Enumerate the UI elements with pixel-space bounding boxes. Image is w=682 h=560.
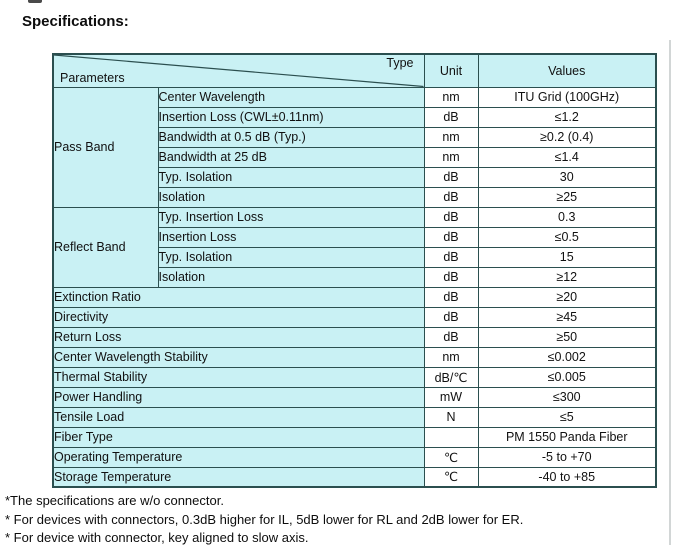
row-group-label: Reflect Band <box>53 207 158 287</box>
footnote-3: * For device with connector, key aligned to slow axis. <box>5 530 309 545</box>
specifications-table <box>52 53 657 488</box>
value-cell: ≥0.2 (0.4) <box>478 127 656 147</box>
value-cell: ≥25 <box>478 187 656 207</box>
parameter-cell: Insertion Loss <box>158 227 424 247</box>
page-title: Specifications: <box>22 13 129 30</box>
parameter-cell: Fiber Type <box>53 427 424 447</box>
unit-cell: nm <box>424 347 478 367</box>
table-row <box>53 307 656 327</box>
table-row <box>53 287 656 307</box>
unit-cell: nm <box>424 127 478 147</box>
unit-cell: dB/℃ <box>424 367 478 387</box>
table-row <box>53 407 656 427</box>
value-cell: ≤1.2 <box>478 107 656 127</box>
header-type-label: Type <box>386 56 414 70</box>
table-row <box>53 467 656 487</box>
parameter-cell: Typ. Isolation <box>158 167 424 187</box>
unit-cell: dB <box>424 187 478 207</box>
parameter-cell: Extinction Ratio <box>53 287 424 307</box>
parameter-cell: Operating Temperature <box>53 447 424 467</box>
value-cell: ≥45 <box>478 307 656 327</box>
value-cell: 30 <box>478 167 656 187</box>
table-header-row <box>53 54 656 87</box>
parameter-cell: Typ. Insertion Loss <box>158 207 424 227</box>
table-row <box>53 427 656 447</box>
value-cell: ≤0.002 <box>478 347 656 367</box>
value-cell: ≤300 <box>478 387 656 407</box>
unit-cell: dB <box>424 107 478 127</box>
value-cell: PM 1550 Panda Fiber <box>478 427 656 447</box>
parameter-cell: Bandwidth at 0.5 dB (Typ.) <box>158 127 424 147</box>
parameter-cell: Center Wavelength Stability <box>53 347 424 367</box>
parameter-cell: Isolation <box>158 187 424 207</box>
unit-cell <box>424 427 478 447</box>
value-cell: -40 to +85 <box>478 467 656 487</box>
header-parameters-label: Parameters <box>60 70 125 85</box>
table-row <box>53 387 656 407</box>
footnotes <box>5 492 523 548</box>
header-corner-cell <box>53 54 424 87</box>
parameter-cell: Directivity <box>53 307 424 327</box>
table-row <box>53 87 656 107</box>
value-cell: ≤0.005 <box>478 367 656 387</box>
header-values-cell: Values <box>478 54 656 87</box>
parameter-cell: Thermal Stability <box>53 367 424 387</box>
header-unit-cell: Unit <box>424 54 478 87</box>
row-group-label: Pass Band <box>53 87 158 207</box>
value-cell: ITU Grid (100GHz) <box>478 87 656 107</box>
footnote-2: * For devices with connectors, 0.3dB higher for IL, 5dB lower for RL and 2dB lower for ER. <box>5 511 524 527</box>
unit-cell: dB <box>424 167 478 187</box>
unit-cell: dB <box>424 207 478 227</box>
table-row <box>53 207 656 227</box>
table-row <box>53 327 656 347</box>
spec-table-container <box>52 53 657 488</box>
unit-cell: N <box>424 407 478 427</box>
value-cell: ≥50 <box>478 327 656 347</box>
unit-cell: nm <box>424 147 478 167</box>
parameter-cell: Isolation <box>158 267 424 287</box>
parameter-cell: Insertion Loss (CWL±0.11nm) <box>158 107 424 127</box>
scan-artifact-top-edge <box>28 0 42 3</box>
footnote-1: *The specifications are w/o connector. <box>5 493 224 508</box>
table-row <box>53 347 656 367</box>
table-row <box>53 367 656 387</box>
value-cell: ≤0.5 <box>478 227 656 247</box>
unit-cell: dB <box>424 307 478 327</box>
parameter-cell: Tensile Load <box>53 407 424 427</box>
unit-cell: dB <box>424 227 478 247</box>
unit-cell: dB <box>424 267 478 287</box>
unit-cell: dB <box>424 247 478 267</box>
table-row <box>53 447 656 467</box>
unit-cell: dB <box>424 287 478 307</box>
parameter-cell: Typ. Isolation <box>158 247 424 267</box>
scan-artifact-right-edge <box>669 40 671 545</box>
parameter-cell: Storage Temperature <box>53 467 424 487</box>
value-cell: ≤5 <box>478 407 656 427</box>
value-cell: ≥20 <box>478 287 656 307</box>
value-cell: -5 to +70 <box>478 447 656 467</box>
unit-cell: ℃ <box>424 447 478 467</box>
unit-cell: ℃ <box>424 467 478 487</box>
value-cell: 0.3 <box>478 207 656 227</box>
value-cell: ≥12 <box>478 267 656 287</box>
parameter-cell: Center Wavelength <box>158 87 424 107</box>
parameter-cell: Return Loss <box>53 327 424 347</box>
parameter-cell: Power Handling <box>53 387 424 407</box>
unit-cell: mW <box>424 387 478 407</box>
unit-cell: nm <box>424 87 478 107</box>
parameter-cell: Bandwidth at 25 dB <box>158 147 424 167</box>
value-cell: ≤1.4 <box>478 147 656 167</box>
value-cell: 15 <box>478 247 656 267</box>
unit-cell: dB <box>424 327 478 347</box>
